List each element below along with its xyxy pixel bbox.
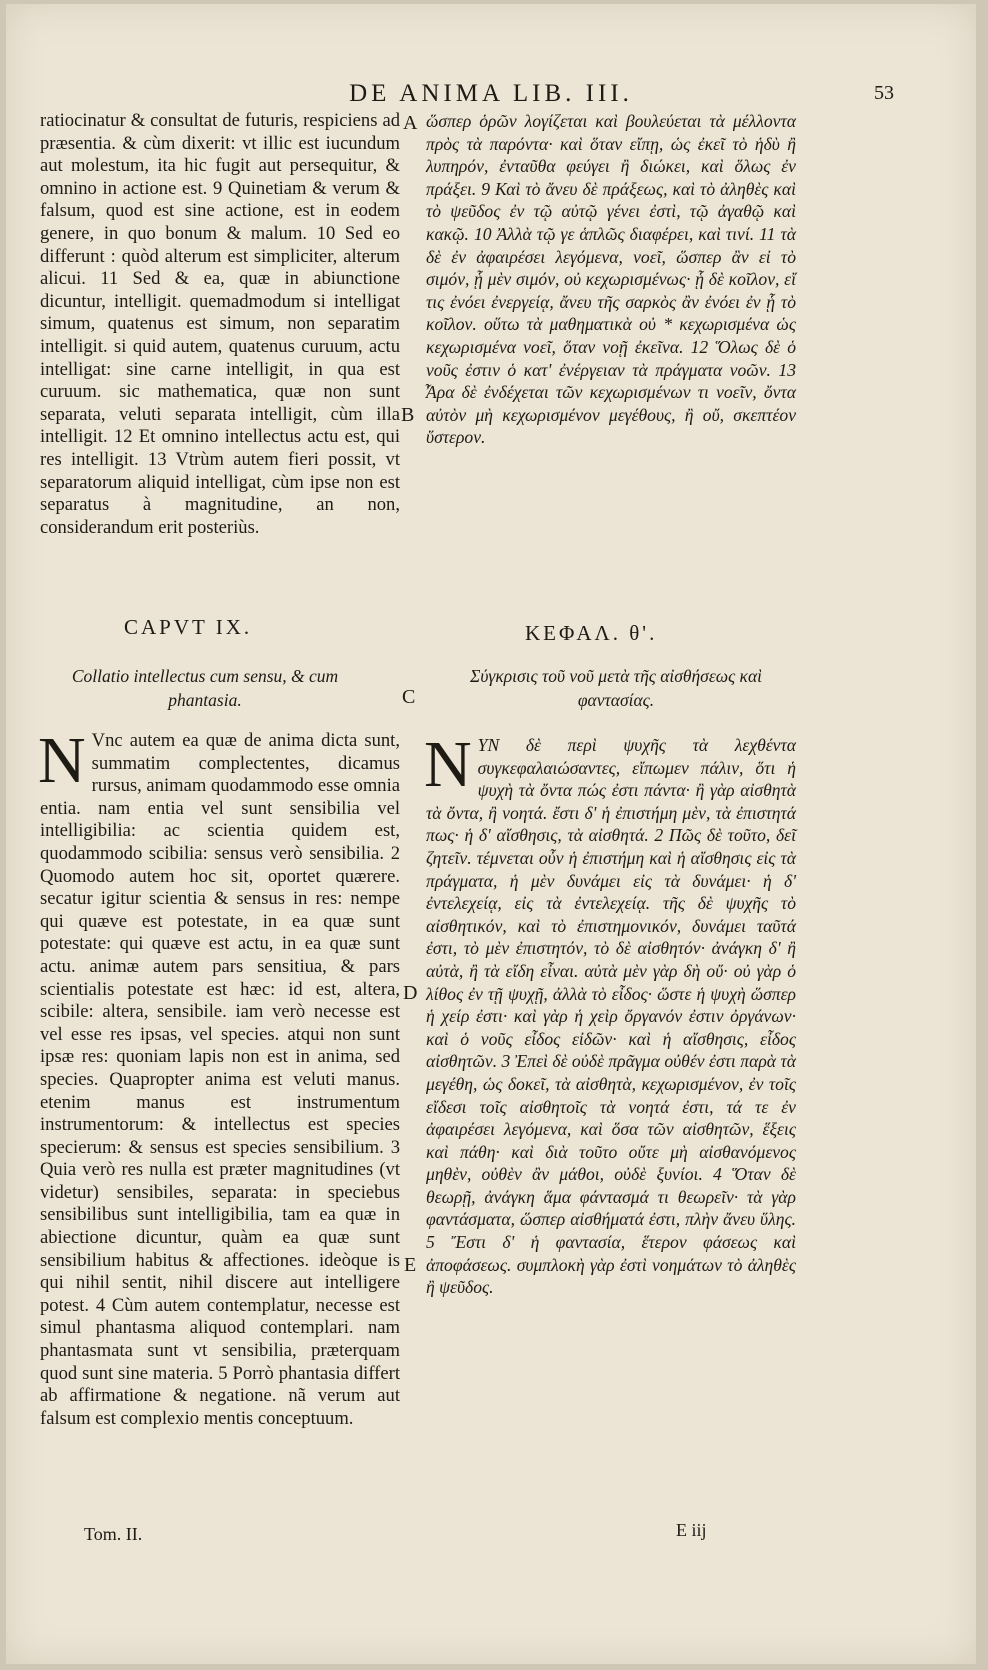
margin-letter-a: A: [403, 112, 418, 134]
book-page: [6, 4, 976, 1664]
chapter-heading-greek: ΚΕΦΑΛ. θ'.: [525, 621, 658, 645]
latin-text-top: ratiocinatur & consultat de futuris, respiciens ad præsentia. & cùm dixerit: vt illic est iucundum aut molestum, ita hic fugit aut persequitur, & omnino in actione est. 9 Quinetiam & verum & falsum, quod est sine actione, est in eodem genere, in quo bonum & malum. 10 Sed eo differunt : quòd alterum est simpliciter, alterum alicui. 11 Sed & ea, quæ in abiunctione dicuntur, intelligit. quemadmodum si intelligat simum, quatenus est simum, non separatim intelligit. si quid autem, quatenus curuum, actu intelligat: sine carne intelligit, in qua est curuum. sic mathematica, quæ non sunt separata, veluti separata intelligit, cùm illa intelligit. 12 Et omnino intellectus actu est, qui res intelligit. 13 Vtrùm autem fieri possit, vt separatorum aliquid intelligat, cùm ipse non est separatus à magnitudine, an non, considerandum erit posteriùs.: [40, 110, 400, 538]
margin-letter-c: C: [402, 686, 416, 708]
chapter-heading-latin: CAPVT IX.: [124, 615, 253, 639]
chapter-subtitle-latin: Collatio intellectus cum sensu, & cum phantasia.: [71, 666, 339, 710]
margin-letter-e: E: [404, 1254, 417, 1276]
volume-mark: Tom. II.: [84, 1524, 143, 1544]
latin-column-bottom: [38, 724, 400, 1430]
greek-text-top: ὥσπερ ὁρῶν λογίζεται καὶ βουλεύεται τὰ μέλλοντα πρὸς τὰ παρόντα· καὶ ὅταν εἴπῃ, ὡς ἐκεῖ τὸ ἡδὺ ἢ λυπηρόν, ἐνταῦθα φεύγει ἢ διώκει, καὶ ὅλως ἐν πράξει. 9 Καὶ τὸ ἄνευ δὲ πράξεως, καὶ τὸ ἀληθὲς καὶ τὸ ψεῦδος ἐν τῷ αὐτῷ γένει ἐστὶ, τῷ ἀγαθῷ καὶ κακῷ. 10 Ἀλλὰ τῷ γε ἁπλῶς διαφέρει, καὶ τινί. 11 τὰ δὲ ἐν ἀφαιρέσει λεγόμενα, νοεῖ, ὥσπερ ἂν εἰ τὸ σιμόν, ᾗ μὲν σιμόν, οὐ κεχωρισμένως· ᾗ δὲ κοῖλον, εἴ τις ἐνόει ἐνεργείᾳ, ἄνευ τῆς σαρκὸς ἂν ἐνόει ἐν ᾗ τὸ κοῖλον. οὕτω τὰ μαθηματικὰ οὐ * κεχωρισμένα ὡς κεχωρισμένα νοεῖ, ὅταν νοῇ ἐκεῖνα. 12 Ὅλως δὲ ὁ νοῦς ἐστιν ὁ κατ' ἐνέργειαν τὰ πράγματα νοῶν. 13 Ἆρα δὲ ἐνδέχεται τῶν κεχωρισμένων τι νοεῖν, ὄντα αὐτὸν μὴ κεχωρισμένον μεγέθους, ἢ οὔ, σκεπτέον ὕστερον.: [426, 111, 796, 448]
greek-drop-cap: N: [424, 728, 472, 801]
greek-column-top: [426, 110, 796, 449]
chapter-subtitle-greek: Σύγκρισις τοῦ νοῦ μετὰ τῆς αἰσθήσεως καὶ φαντασίας.: [470, 666, 762, 710]
latin-column-top: [40, 110, 400, 539]
signature-mark: E iij: [676, 1520, 707, 1540]
running-title: DE ANIMA LIB. III.: [349, 80, 633, 107]
greek-column-bottom: [424, 728, 796, 1299]
latin-text-bottom: Vnc autem ea quæ de anima dicta sunt, summatim complectentes, dicamus rursus, animam quodammodo esse omnia entia. nam entia vel sunt sensibilia vel intelligibilia: ac scientia quidem est, quodammodo scibilia: sensus verò sensibilia. 2 Quomodo autem hoc sit, oportet quærere. secatur igitur scientia & sensus in res: nempe qui quæve est potestate, in ea quæ sunt potestate: qui quæve est actu, in ea quæ sunt actu. animæ autem pars sensitiua, & pars scientialis potestate est hæc: id est, altera, scibile: altera, sensibile. iam verò necesse est vel esse res ipsas, vel species. atqui non sunt ipsæ res: quoniam lapis non est in anima, sed species. Quapropter anima est veluti manus. etenim manus est instrumentum instrumentorum: & intellectus est species specierum: & sensus est species sensibilium. 3 Quia verò res nulla est præter magnitudines (vt videtur) sensibiles, separata: in speciebus sensibilibus sunt intelligibilia, tam ea quæ in abiectione dicuntur, quàm ea quæ sunt sensibilium habitus & affectiones. ideòque is qui nihil sentit, nihil discere aut intelligere potest. 4 Cùm autem contemplatur, necesse est simul phantasma aliquod contemplari. nam phantasmata sunt vt sensibilia, præterquam quod sunt sine materia. 5 Porrò phantasia differt ab affirmatione & negatione. nã verum aut falsum est complexio mentis conceptuum.: [40, 730, 400, 1429]
latin-drop-cap: N: [38, 724, 86, 797]
margin-letter-b: B: [401, 404, 415, 426]
margin-letter-d: D: [403, 982, 418, 1004]
greek-text-bottom: ΥΝ δὲ περὶ ψυχῆς τὰ λεχθέντα συγκεφαλαιώσαντες, εἴπωμεν πάλιν, ὅτι ἡ ψυχὴ τὰ ὄντα πώς ἐστι πάντα· ἢ γὰρ αἰσθητὰ τὰ ὄντα, ἢ νοητά. ἔστι δ' ἡ ἐπιστήμη μὲν, τὰ ἐπιστητά πως· ἡ δ' αἴσθησις, τὰ αἰσθητά. 2 Πῶς δὲ τοῦτο, δεῖ ζητεῖν. τέμνεται οὖν ἡ ἐπιστήμη καὶ ἡ αἴσθησις εἰς τὰ πράγματα, ἡ μὲν δυνάμει εἰς τὰ δυνάμει· ἡ δ' ἐντελεχείᾳ, εἰς τὰ ἐντελεχείᾳ. τῆς δὲ ψυχῆς τὸ αἰσθητικόν, καὶ τὸ ἐπιστημονικόν, δυνάμει ταῦτά ἐστι, τὸ μὲν ἐπιστητόν, τὸ δὲ αἰσθητόν· ἀνάγκη δ' ἢ αὐτὰ, ἢ τὰ εἴδη εἶναι. αὐτὰ μὲν γὰρ δὴ οὔ· οὐ γὰρ ὁ λίθος ἐν τῇ ψυχῇ, ἀλλὰ τὸ εἶδος· ὥστε ἡ ψυχὴ ὥσπερ ἡ χείρ ἐστι· καὶ γὰρ ἡ χεὶρ ὄργανόν ἐστιν ὀργάνων· καὶ ὁ νοῦς εἶδος εἰδῶν· καὶ ἡ αἴσθησις, εἶδος αἰσθητῶν. 3 Ἐπεὶ δὲ οὐδὲ πρᾶγμα οὐθέν ἐστι παρὰ τὰ μεγέθη, ὡς δοκεῖ, τὰ αἰσθητὰ, κεχωρισμένον, ἐν τοῖς εἴδεσι τοῖς αἰσθητοῖς τὰ νοητά ἐστι, τά τε ἐν ἀφαιρέσει λεγόμενα, καὶ ὅσα τῶν αἰσθητῶν, ἕξεις καὶ πάθη· καὶ διὰ τοῦτο οὔτε μὴ αἰσθανόμενος μηθὲν, οὐθὲν ἂν μάθοι, οὐδὲ ξυνίοι. 4 Ὅταν δὲ θεωρῇ, ἀνάγκη ἅμα φάντασμά τι θεωρεῖν· τὰ γὰρ φαντάσματα, ὥσπερ αἰσθήματά ἐστι, πλὴν ἄνευ ὕλης. 5 Ἔστι δ' ἡ φαντασία, ἕτερον φάσεως καὶ ἀποφάσεως. συμπλοκὴ γὰρ ἐστὶ νοημάτων τὸ ἀληθὲς ἢ ψεῦδος.: [426, 735, 796, 1298]
page-number: 53: [874, 82, 894, 104]
